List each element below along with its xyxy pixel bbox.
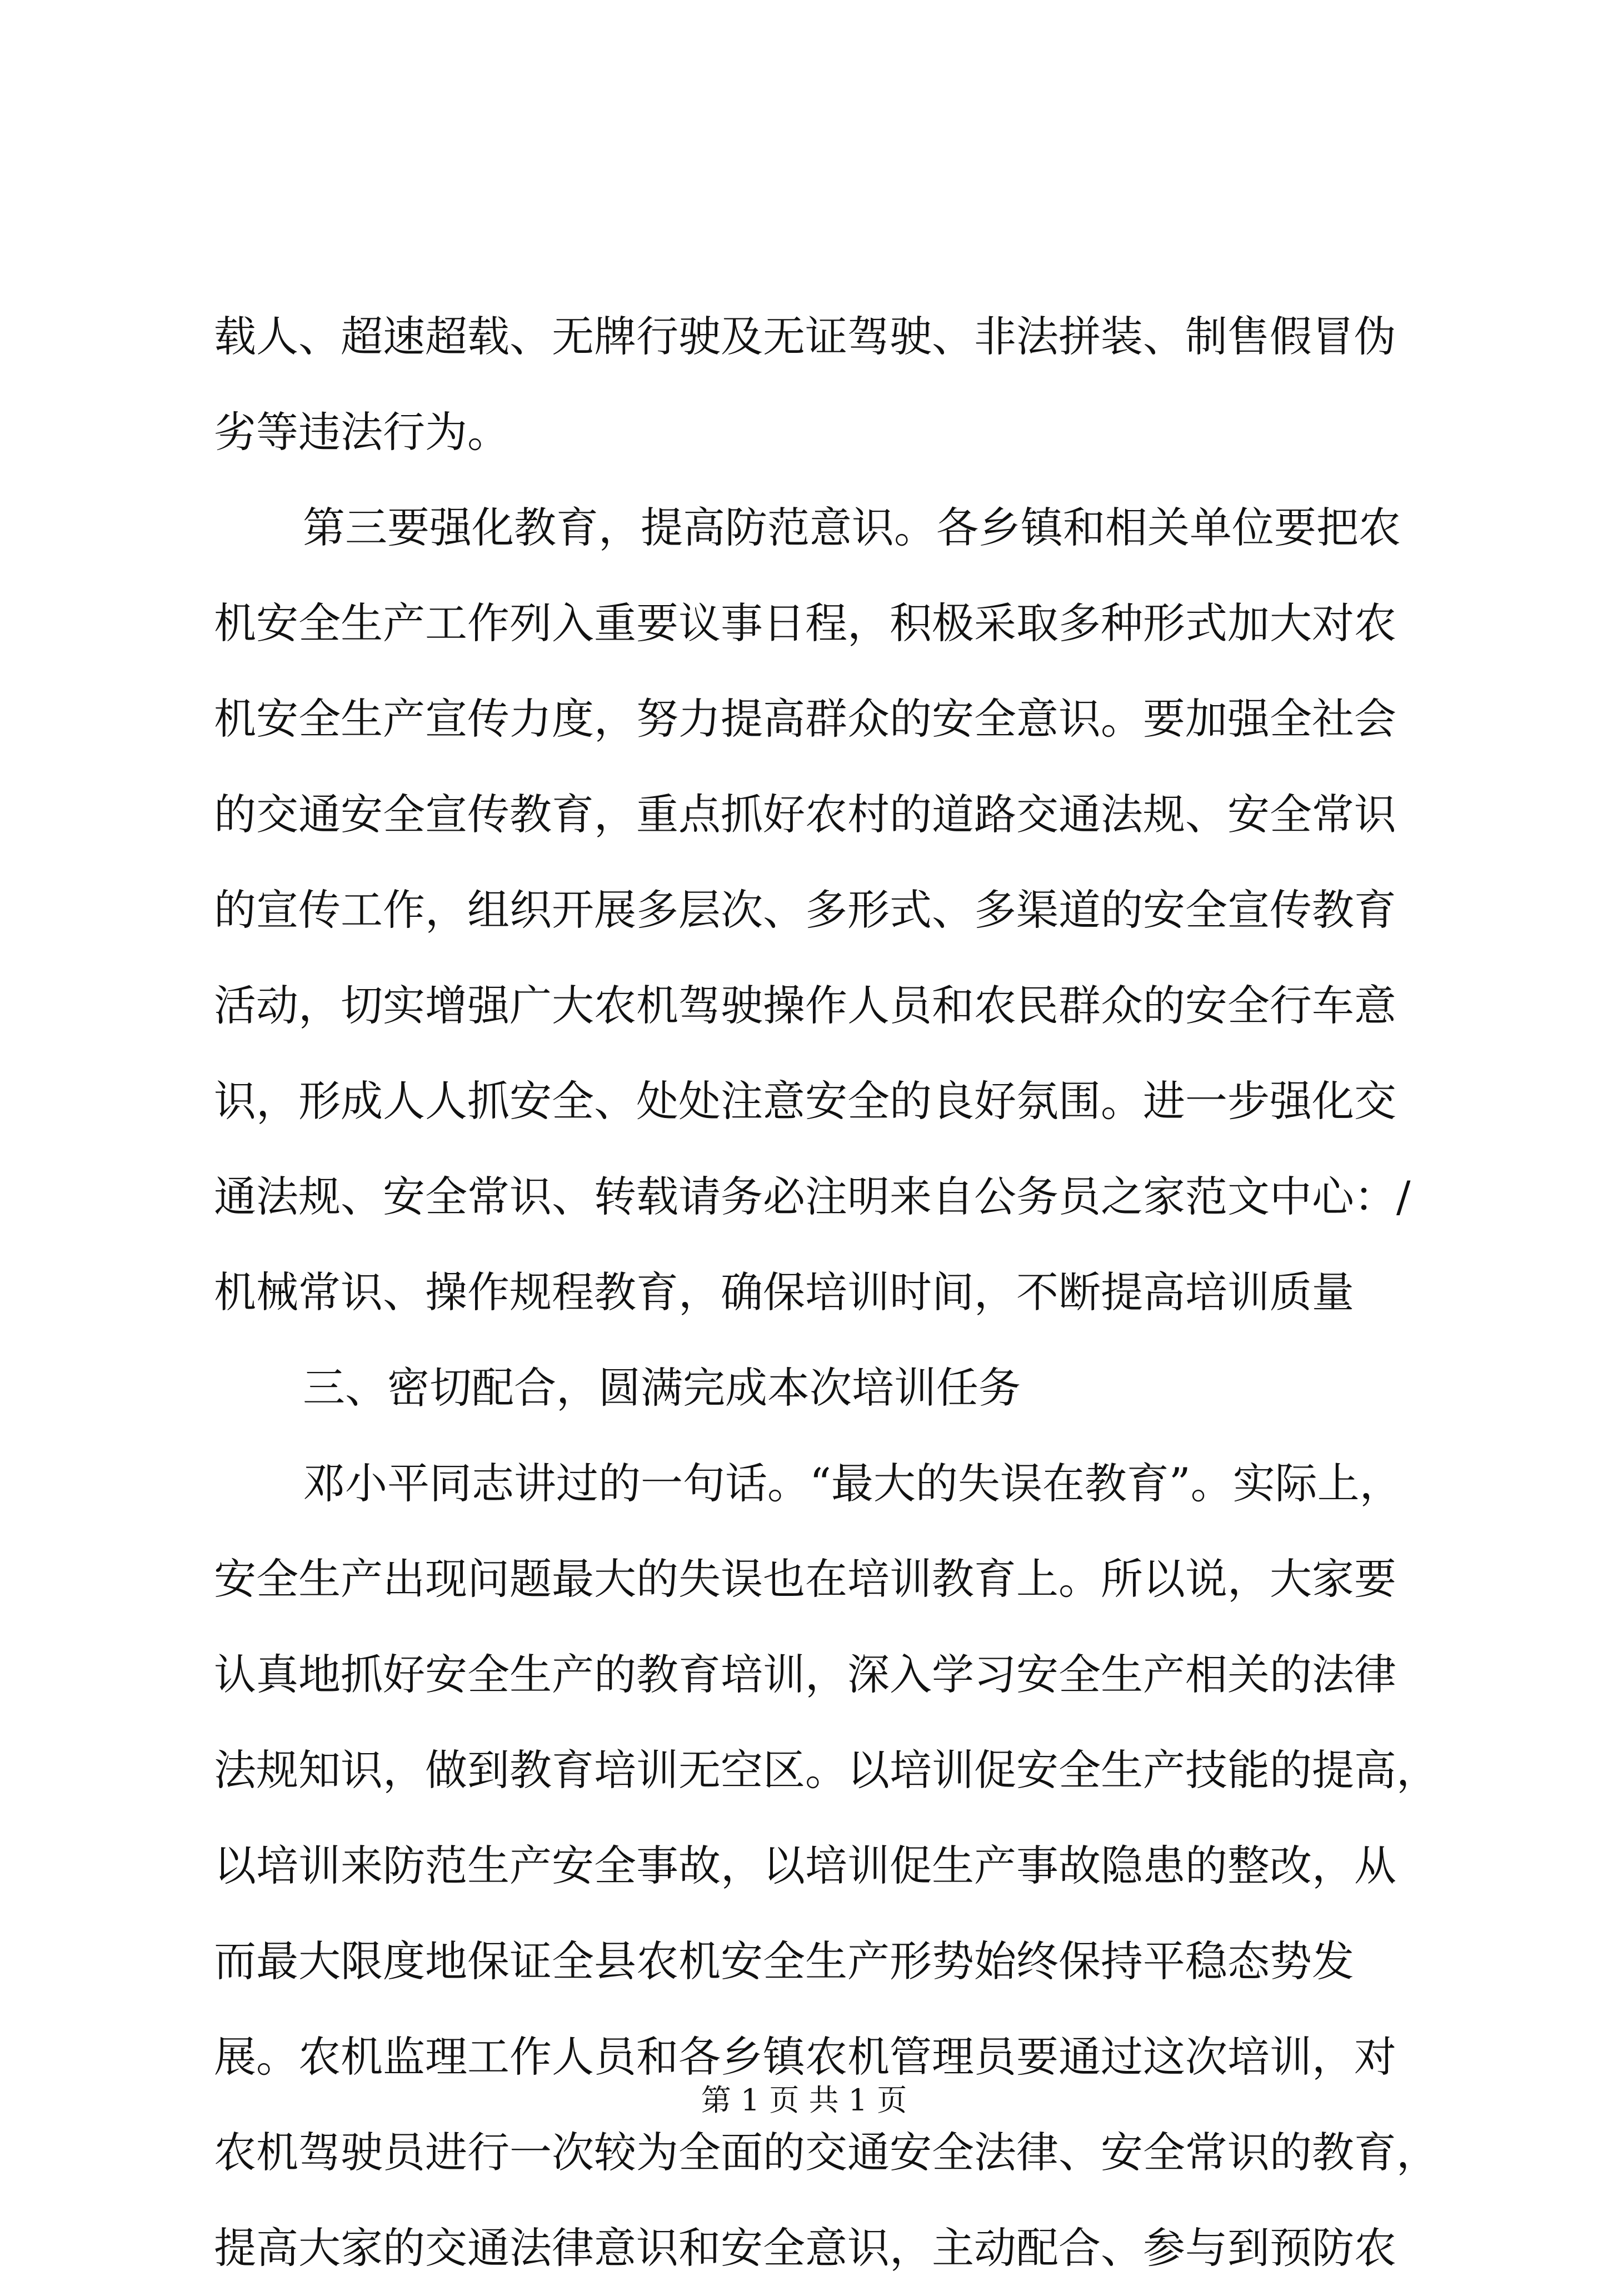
- text-line: 劣等违法行为。: [214, 407, 510, 457]
- text-line: 以培训来防范生产安全事故，以培训促生产事故隐患的整改，从: [214, 1841, 1396, 1890]
- text-line: 的交通安全宣传教育，重点抓好农村的道路交通法规、安全常识: [214, 790, 1396, 839]
- text-line: 三、密切配合，圆满完成本次培训任务: [303, 1363, 1021, 1412]
- text-line: 而最大限度地保证全县农机安全生产形势始终保持平稳态势发: [214, 1936, 1354, 1986]
- text-line: 邓小平同志讲过的一句话。“最大的失误在教育”。实际上，: [303, 1459, 1402, 1508]
- text-line: 活动，切实增强广大农机驾驶操作人员和农民群众的安全行车意: [214, 981, 1396, 1030]
- page-footer: 第 1 页 共 1 页: [701, 2083, 907, 2118]
- text-line: 提高大家的交通法律意识和安全意识，主动配合、参与到预防农: [214, 2223, 1396, 2273]
- text-line: 机械常识、操作规程教育，确保培训时间，不断提高培训质量: [214, 1267, 1354, 1317]
- text-line: 识，形成人人抓安全、处处注意安全的良好氛围。进一步强化交: [214, 1076, 1396, 1126]
- text-line: 通法规、安全常识、转载请务必注明来自公务员之家范文中心：/: [214, 1172, 1411, 1221]
- text-line: 的宣传工作，组织开展多层次、多形式、多渠道的安全宣传教育: [214, 885, 1396, 935]
- document-body: [214, 289, 1439, 2296]
- text-line: 认真地抓好安全生产的教育培训，深入学习安全生产相关的法律: [214, 1650, 1396, 1699]
- text-line: 展。农机监理工作人员和各乡镇农机管理员要通过这次培训，对: [214, 2032, 1396, 2082]
- text-line: 第三要强化教育，提高防范意识。各乡镇和相关单位要把农: [303, 503, 1401, 552]
- text-line: 机安全生产工作列入重要议事日程，积极采取多种形式加大对农: [214, 598, 1396, 648]
- text-line: 机安全生产宣传力度，努力提高群众的安全意识。要加强全社会: [214, 694, 1396, 743]
- text-line: 农机驾驶员进行一次较为全面的交通安全法律、安全常识的教育，: [214, 2128, 1439, 2177]
- text-line: 安全生产出现问题最大的失误也在培训教育上。所以说，大家要: [214, 1554, 1396, 1604]
- text-line: 载人、超速超载、无牌行驶及无证驾驶、非法拼装、制售假冒伪: [214, 312, 1396, 361]
- text-line: 法规知识，做到教育培训无空区。以培训促安全生产技能的提高，: [214, 1745, 1439, 1795]
